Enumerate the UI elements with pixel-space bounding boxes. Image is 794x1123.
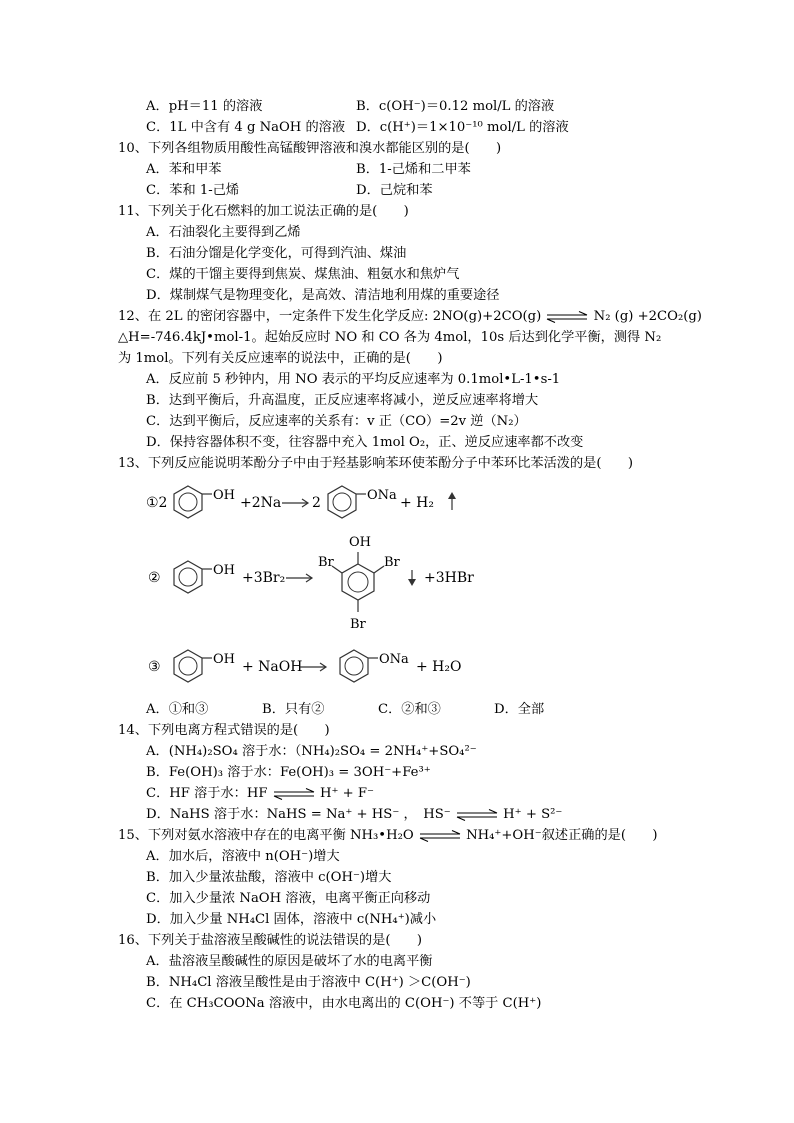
q16-option-c: C．在 CH₃COONa 溶液中，由水电离出的 C(OH⁻) 不等于 C(H⁺): [146, 996, 542, 1011]
q12-stem-line1: [118, 307, 702, 327]
equilibrium-arrow-icon: [418, 830, 462, 842]
r2-oh-label-top: OH: [349, 535, 371, 550]
gas-up-arrow-icon: [448, 492, 456, 510]
q11-option-b: B．石油分馏是化学变化，可得到汽油、煤油: [146, 246, 407, 261]
tribromophenol-ring-icon: [332, 552, 384, 612]
q15-option-c: C．加入少量浓 NaOH 溶液，电离平衡正向移动: [146, 891, 431, 906]
r2-br-right: Br: [384, 555, 400, 570]
phenoxide-ring-icon: [328, 486, 366, 518]
q13-option-c: C．②和③: [378, 702, 441, 717]
r1-reagent: +2Na: [240, 495, 282, 511]
reaction-3: [146, 642, 486, 692]
q12-option-d: D．保持容器体积不变，往容器中充入 1mol O₂，正、逆反应速率都不改变: [146, 435, 584, 450]
q11-option-c: C．煤的干馏主要得到焦炭、煤焦油、粗氨水和焦炉气: [146, 267, 460, 282]
q12-products: N₂ (g) +2CO₂(g): [593, 309, 702, 324]
q14-stem: 14、下列电离方程式错误的是( ): [118, 723, 330, 738]
q16-stem: 16、下列关于盐溶液呈酸碱性的说法错误的是( ): [118, 933, 423, 948]
r1-product: + H₂: [400, 495, 435, 511]
r3-oh-label: OH: [213, 652, 235, 667]
reaction-2: [146, 530, 486, 640]
q11-option-a: A．石油裂化主要得到乙烯: [146, 225, 301, 240]
precipitate-down-arrow-icon: [408, 570, 416, 586]
q13-option-a: A．①和③: [146, 702, 209, 717]
q9-option-a: A．pH＝11 的溶液: [146, 99, 263, 114]
q10-option-b: B．1-己烯和二甲苯: [356, 162, 471, 177]
reaction-1: [146, 478, 476, 524]
q10-option-a: A．苯和甲苯: [146, 162, 222, 177]
q13-option-d: D．全部: [494, 702, 545, 717]
r3-reagent: + NaOH: [242, 659, 303, 675]
reaction-1-number: ①2: [146, 495, 168, 511]
r2-br-bottom: Br: [350, 617, 366, 632]
reaction-arrow-icon: [286, 574, 312, 582]
r2-product: +3HBr: [424, 570, 474, 586]
q12-option-a: A．反应前 5 秒钟内，用 NO 表示的平均反应速率为 0.1mol•L-1•s-1: [146, 372, 561, 387]
r3-ona-label: ONa: [379, 652, 409, 667]
q11-option-d: D．煤制煤气是物理变化，是高效、清洁地利用煤的重要途径: [146, 288, 500, 303]
q14-option-d: [146, 805, 562, 825]
q9-option-c: C．1L 中含有 4 g NaOH 的溶液: [146, 120, 346, 135]
q12-reactants: 12、在 2L 的密闭容器中，一定条件下发生化学反应: 2NO(g)+2CO(g): [118, 309, 542, 324]
q15-stem-left: 15、下列对氨水溶液中存在的电离平衡 NH₃•H₂O: [118, 828, 414, 843]
r2-br-left: Br: [318, 555, 334, 570]
q14-option-d-left: D．NaHS 溶于水：NaHS = Na⁺ + HS⁻ ， HS⁻: [146, 807, 451, 822]
phenol-ring-icon: [174, 561, 212, 593]
q16-option-a: A．盐溶液呈酸碱性的原因是破坏了水的电离平衡: [146, 954, 433, 969]
q14-option-c: [146, 784, 374, 804]
q15-stem-right: NH₄⁺+OH⁻叙述正确的是( ): [466, 828, 658, 843]
q15-option-b: B．加入少量浓盐酸，溶液中 c(OH⁻)增大: [146, 870, 392, 885]
r1-oh-label: OH: [213, 488, 235, 503]
reaction-arrow-icon: [282, 499, 308, 507]
reaction-2-number: ②: [148, 570, 161, 586]
q14-option-d-right: H⁺ + S²⁻: [503, 807, 563, 822]
phenol-ring-icon: [174, 650, 212, 682]
q12-stem-line2: △H=-746.4kJ•mol-1。起始反应时 NO 和 CO 各为 4mol，10s 后达到化学平衡，测得 N₂: [118, 330, 662, 345]
q10-option-d: D．己烷和苯: [356, 183, 433, 198]
q12-option-c: C．达到平衡后，反应速率的关系有：v 正（CO）=2v 逆（N₂）: [146, 414, 527, 429]
q12-stem-line3: 为 1mol。下列有关反应速率的说法中，正确的是( ): [118, 351, 443, 366]
q10-option-c: C．苯和 1-己烯: [146, 183, 240, 198]
r2-oh-label: OH: [213, 563, 235, 578]
equilibrium-arrow-icon: [455, 809, 499, 821]
r3-product: + H₂O: [416, 659, 462, 675]
reaction-3-number: ③: [148, 659, 161, 675]
q15-stem: [118, 826, 658, 846]
q15-option-d: D．加入少量 NH₄Cl 固体，溶液中 c(NH₄⁺)减小: [146, 912, 437, 927]
equilibrium-arrow-icon: [272, 788, 316, 800]
q16-option-b: B．NH₄Cl 溶液呈酸性是由于溶液中 C(H⁺) ＞C(OH⁻): [146, 975, 471, 990]
q14-option-a: A．(NH₄)₂SO₄ 溶于水：（NH₄)₂SO₄ = 2NH₄⁺+SO₄²⁻: [146, 744, 477, 759]
phenoxide-ring-icon: [340, 650, 378, 682]
q14-option-c-right: H⁺ + F⁻: [319, 786, 374, 801]
q13-stem: 13、下列反应能说明苯酚分子中由于羟基影响苯环使苯酚分子中苯环比苯活泼的是( ): [118, 456, 634, 471]
q12-option-b: B．达到平衡后，升高温度，正反应速率将减小，逆反应速率将增大: [146, 393, 539, 408]
q13-option-b: B．只有②: [262, 702, 325, 717]
q14-option-c-left: C．HF 溶于水：HF: [146, 786, 268, 801]
r2-reagent: +3Br₂: [242, 570, 286, 586]
q15-option-a: A．加水后，溶液中 n(OH⁻)增大: [146, 849, 340, 864]
q11-stem: 11、下列关于化石燃料的加工说法正确的是( ): [118, 204, 409, 219]
q9-option-b: B．c(OH⁻)＝0.12 mol/L 的溶液: [356, 99, 555, 114]
q14-option-b: B．Fe(OH)₃ 溶于水：Fe(OH)₃ = 3OH⁻+Fe³⁺: [146, 765, 431, 780]
r1-ona-label: ONa: [367, 488, 397, 503]
reaction-arrow-icon: [300, 663, 326, 671]
r1-coefficient: 2: [312, 495, 321, 511]
phenol-ring-icon: [174, 486, 212, 518]
equilibrium-arrow-icon: [545, 311, 589, 323]
q9-option-d: D．c(H⁺)＝1×10⁻¹⁰ mol/L 的溶液: [356, 120, 569, 135]
q10-stem: 10、下列各组物质用酸性高锰酸钾溶液和溴水都能区别的是( ): [118, 141, 502, 156]
